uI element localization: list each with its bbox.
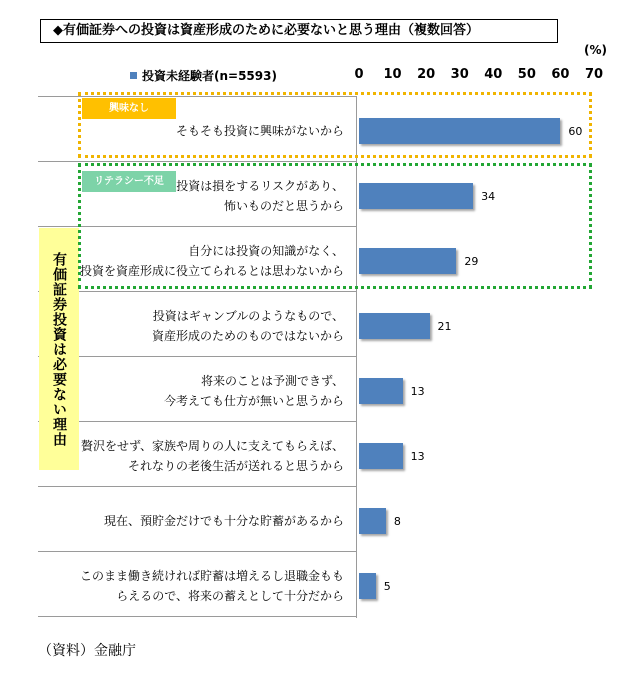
source-note: （資料）金融庁 — [38, 643, 136, 659]
bar — [359, 508, 386, 534]
category-label-line: そもそも投資に興味がないから — [175, 123, 344, 138]
bar — [359, 443, 403, 469]
x-tick-label: 0 — [354, 67, 364, 82]
x-tick-label: 10 — [383, 67, 402, 82]
category-label — [60, 371, 344, 411]
row-separator — [38, 356, 356, 357]
bar — [359, 313, 430, 339]
category-label-line: 投資は損をするリスクがあり、 — [176, 178, 344, 193]
category-label-line: 怖いものだと思うから — [223, 198, 344, 213]
chart-title: ◆有価証券への投資は資産形成のために必要ないと思う理由（複数回答） — [40, 19, 558, 43]
legend — [130, 67, 277, 84]
bar-value-label: 13 — [410, 385, 425, 398]
row-separator — [38, 421, 356, 422]
bar — [359, 573, 376, 599]
row-separator — [38, 551, 356, 552]
row-separator — [38, 161, 356, 162]
category-label-line: らえるので、将来の蓄えとして十分だから — [116, 588, 344, 603]
row-separator — [38, 486, 356, 487]
category-label — [60, 436, 344, 476]
x-tick-label: 60 — [551, 67, 570, 82]
category-label-line: 資産形成のためのものではないから — [151, 328, 344, 343]
x-tick-label: 20 — [417, 67, 436, 82]
category-label-line: 今考えても仕方が無いと思うから — [163, 393, 344, 408]
tag-literacy: リテラシー不足 — [82, 171, 176, 192]
bar-value-label: 29 — [464, 255, 479, 268]
unit-label: (%) — [584, 43, 607, 57]
category-label-line: このまま働き続ければ貯蓄は増えるし退職金もも — [79, 568, 344, 583]
legend-swatch — [130, 72, 137, 79]
bar-value-label: 5 — [383, 580, 391, 593]
x-tick-label: 30 — [450, 67, 469, 82]
category-label-line: 現在、預貯金だけでも十分な貯蓄があるから — [103, 513, 344, 528]
category-label-line: 贅沢をせず、家族や周りの人に支えてもらえば、 — [80, 438, 344, 453]
bar — [359, 378, 403, 404]
category-label — [60, 566, 344, 606]
x-tick-label: 50 — [517, 67, 536, 82]
tag-interest: 興味なし — [82, 98, 176, 119]
bar-value-label: 21 — [437, 320, 452, 333]
category-label — [60, 306, 344, 346]
legend-label: 投資未経験者(n=5593) — [142, 69, 277, 83]
category-label-line: 自分には投資の知識がなく、 — [188, 243, 344, 258]
bar-value-label: 8 — [393, 515, 401, 528]
bar-value-label: 34 — [481, 190, 496, 203]
bar-value-label: 60 — [568, 125, 583, 138]
category-label-line: 投資はギャンブルのようなもので、 — [152, 308, 344, 323]
category-label-line: それなりの老後生活が送れると思うから — [127, 458, 344, 473]
category-label-line: 投資を資産形成に役立てられるとは思わないから — [79, 263, 344, 278]
category-label — [60, 511, 344, 531]
x-tick-label: 40 — [484, 67, 503, 82]
row-separator — [38, 616, 356, 617]
side-label: 有価証券投資は必要ない理由 — [39, 228, 79, 470]
category-label-line: 将来のことは予測できず、 — [200, 373, 344, 388]
x-tick-label: 70 — [584, 67, 604, 82]
bar-value-label: 13 — [410, 450, 425, 463]
row-separator — [38, 291, 356, 292]
